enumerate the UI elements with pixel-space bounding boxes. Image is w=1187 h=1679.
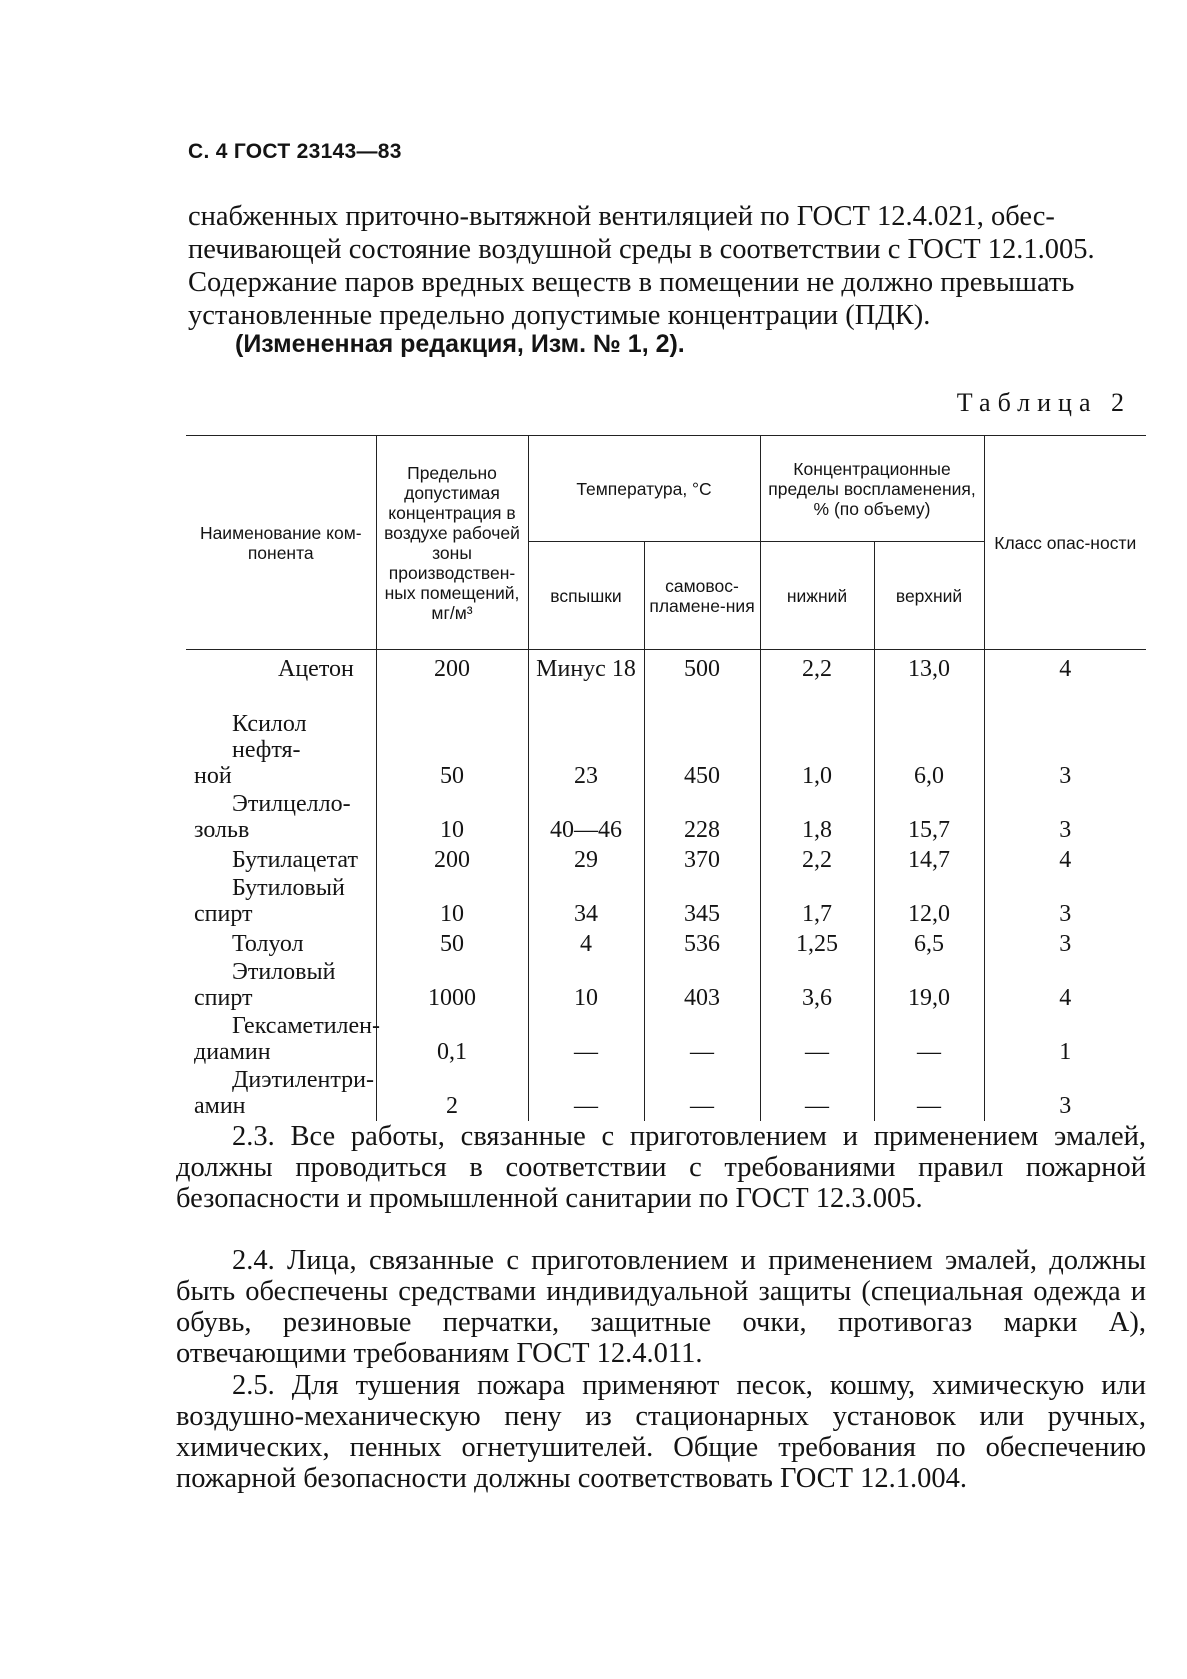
cell-name	[186, 959, 376, 1013]
header-lower: нижний	[760, 542, 874, 650]
cell-name	[186, 711, 376, 791]
cell-name	[186, 791, 376, 845]
cell-upper: 19,0	[874, 959, 984, 1013]
cell-auto: 403	[644, 959, 760, 1013]
cell-auto: 345	[644, 875, 760, 929]
cell-flash: 10	[528, 959, 644, 1013]
cell-hclass: 3	[984, 791, 1146, 845]
table-row	[186, 1067, 1146, 1121]
amendment-note: (Измененная редакция, Изм. № 1, 2).	[235, 330, 685, 358]
cell-lower: 1,8	[760, 791, 874, 845]
component-name: Ксилол нефтя-	[232, 710, 307, 763]
cell-mac: 0,1	[376, 1013, 528, 1067]
cell-hclass: 3	[984, 1067, 1146, 1121]
table-row	[186, 845, 1146, 875]
component-name: Этилцелло-	[232, 790, 351, 817]
cell-mac: 50	[376, 929, 528, 959]
component-name-cont: спирт	[194, 900, 253, 927]
component-name: Бутиловый	[232, 874, 345, 901]
paragraph-2-3: 2.3. Все работы, связанные с приготовлением и применением эмалей, должны проводиться в соответствии с требованиями правил пожарной безопасности и промышленной санитарии по ГОСТ 12.3.005.	[176, 1121, 1146, 1214]
components-table	[186, 435, 1146, 1121]
cell-auto: 228	[644, 791, 760, 845]
cell-hclass: 4	[984, 650, 1146, 711]
component-name: Толуол	[232, 930, 304, 957]
cell-hclass: 3	[984, 711, 1146, 791]
component-name-cont: ной	[194, 762, 232, 789]
cell-mac: 50	[376, 711, 528, 791]
intro-line: печивающей состояние воздушной среды в соответствии с ГОСТ 12.1.005.	[188, 234, 1095, 265]
cell-flash: Минус 18	[528, 650, 644, 711]
component-name: Этиловый	[232, 958, 336, 985]
cell-flash: 4	[528, 929, 644, 959]
table-caption: Таблица 2	[956, 388, 1131, 417]
header-temperature: Температура, °С	[528, 436, 760, 542]
cell-auto: 500	[644, 650, 760, 711]
component-name-cont: зольв	[194, 816, 250, 843]
cell-mac: 200	[376, 845, 528, 875]
cell-mac: 1000	[376, 959, 528, 1013]
table-row	[186, 1013, 1146, 1067]
page-header: С. 4 ГОСТ 23143—83	[188, 140, 402, 163]
table-row	[186, 711, 1146, 791]
cell-upper: 15,7	[874, 791, 984, 845]
cell-flash: 23	[528, 711, 644, 791]
cell-auto: 536	[644, 929, 760, 959]
header-autoignition: самовос-пламене-ния	[644, 542, 760, 650]
cell-auto: 450	[644, 711, 760, 791]
cell-lower: 1,0	[760, 711, 874, 791]
cell-flash: —	[528, 1013, 644, 1067]
cell-name	[186, 845, 376, 875]
component-name: Ацетон	[278, 656, 354, 682]
cell-hclass: 4	[984, 959, 1146, 1013]
cell-hclass: 3	[984, 875, 1146, 929]
cell-name	[186, 929, 376, 959]
header-limits: Концентрационные пределы воспламенения, % (по объему)	[760, 436, 984, 542]
cell-lower: 3,6	[760, 959, 874, 1013]
cell-hclass: 4	[984, 845, 1146, 875]
intro-paragraph	[188, 200, 1146, 332]
component-name-cont: амин	[194, 1092, 246, 1119]
cell-upper: —	[874, 1067, 984, 1121]
header-hazard-class: Класс опас-ности	[984, 436, 1146, 650]
table-row	[186, 875, 1146, 929]
cell-flash: 40—46	[528, 791, 644, 845]
cell-flash: 34	[528, 875, 644, 929]
intro-line: Содержание паров вредных веществ в помещении не должно превышать	[188, 267, 1075, 298]
intro-line: установленные предельно допустимые концентрации (ПДК).	[188, 300, 931, 331]
component-name: Бутилацетат	[232, 846, 358, 873]
intro-line: снабженных приточно-вытяжной вентиляцией по ГОСТ 12.4.021, обес-	[188, 201, 1055, 232]
header-upper: верхний	[874, 542, 984, 650]
cell-lower: —	[760, 1013, 874, 1067]
paragraph-2-5: 2.5. Для тушения пожара применяют песок, кошму, химическую или воздушно-механическую пену из стационарных установок или ручных, химических, пенных огнетушителей. Общие требования по обеспечению пожарной безопасности должны соответствовать ГОСТ 12.1.004.	[176, 1370, 1146, 1494]
cell-upper: 14,7	[874, 845, 984, 875]
cell-hclass: 3	[984, 929, 1146, 959]
cell-flash: 29	[528, 845, 644, 875]
header-flash: вспышки	[528, 542, 644, 650]
cell-flash: —	[528, 1067, 644, 1121]
cell-auto: —	[644, 1067, 760, 1121]
cell-upper: 12,0	[874, 875, 984, 929]
table-row	[186, 929, 1146, 959]
component-name-cont: спирт	[194, 984, 253, 1011]
cell-upper: 6,0	[874, 711, 984, 791]
cell-upper: —	[874, 1013, 984, 1067]
component-name: Гексаметилен-	[232, 1012, 380, 1039]
header-mac: Предельно допустимая концентрация в воздухе рабочей зоны производствен-ных помещений, мг/м³	[376, 436, 528, 650]
component-name: Диэтилентри-	[232, 1066, 374, 1093]
cell-hclass: 1	[984, 1013, 1146, 1067]
cell-upper: 6,5	[874, 929, 984, 959]
component-name-cont: диамин	[194, 1038, 271, 1065]
cell-name	[186, 650, 376, 711]
cell-lower: 1,25	[760, 929, 874, 959]
table-row	[186, 791, 1146, 845]
cell-name	[186, 1067, 376, 1121]
cell-lower: 2,2	[760, 845, 874, 875]
header-name: Наименование ком-понента	[186, 436, 376, 650]
cell-upper: 13,0	[874, 650, 984, 711]
cell-mac: 10	[376, 791, 528, 845]
cell-lower: —	[760, 1067, 874, 1121]
cell-mac: 2	[376, 1067, 528, 1121]
cell-name	[186, 875, 376, 929]
table-row	[186, 650, 1146, 711]
cell-name	[186, 1012, 380, 1067]
table-row	[186, 959, 1146, 1013]
paragraph-2-4: 2.4. Лица, связанные с приготовлением и применением эмалей, должны быть обеспечены средствами индивидуальной защиты (специальная одежда и обувь, резиновые перчатки, защитные очки, противогаз марки А), отвечающими требованиям ГОСТ 12.4.011.	[176, 1245, 1146, 1369]
cell-lower: 2,2	[760, 650, 874, 711]
cell-mac: 10	[376, 875, 528, 929]
cell-auto: —	[644, 1013, 760, 1067]
cell-lower: 1,7	[760, 875, 874, 929]
cell-auto: 370	[644, 845, 760, 875]
cell-mac: 200	[376, 650, 528, 711]
